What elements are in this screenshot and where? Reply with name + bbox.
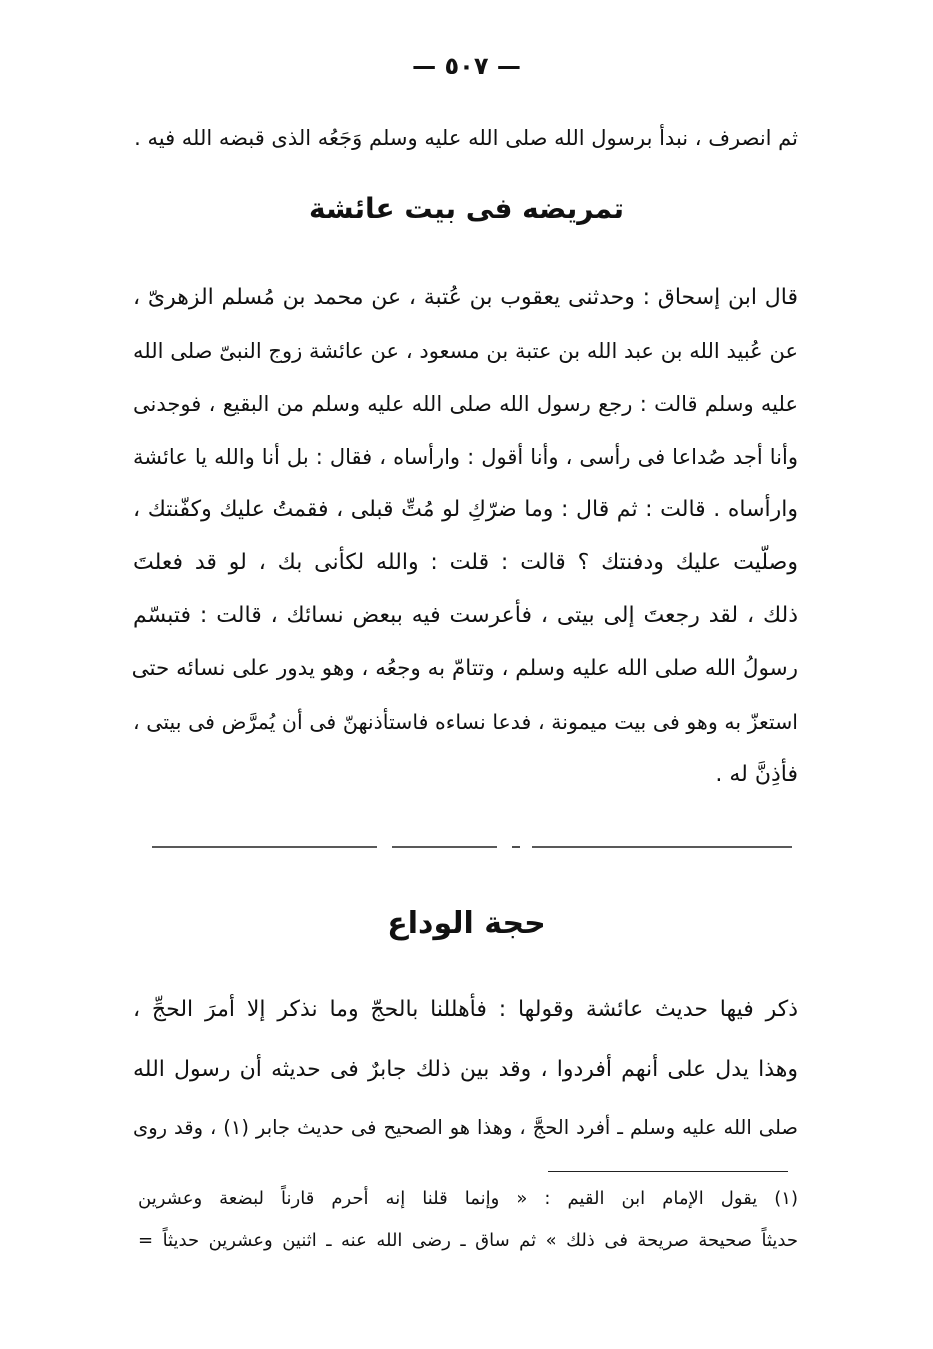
section-divider — [152, 845, 792, 849]
paragraph-line: عليه وسلم قالت : رجع رسول الله صلى الله عليه وسلم من البقيع ، فوجدنى — [133, 392, 798, 416]
paragraph-line: فأذِنَّ له . — [715, 762, 798, 787]
paragraph-line: وهذا يدل على أنهم أفردوا ، وقد بين ذلك جابرٌ فى حديثه أن رسول الله — [133, 1057, 798, 1082]
paragraph-line: وأنا أجد صُداعا فى رأسى ، وأنا أقول : وارأساه ، فقال : بل أنا والله يا عائشة — [133, 445, 798, 469]
footnote-rule — [548, 1171, 788, 1172]
paragraph-line: عن عُبيد الله بن عبد الله بن عتبة بن مسعود ، عن عائشة زوج النبىّ صلى الله — [133, 339, 798, 363]
paragraph-line: وصلّيت عليك ودفنتك ؟ قالت : قلت : والله لكأنى بك ، لو قد فعلتَ — [133, 550, 798, 575]
footnote-line: (١) يقول الإمام ابن القيم : « وإنما قلنا إنه أحرم قارناً لبضعة وعشرين — [138, 1188, 798, 1209]
page-number: — ٥٠٧ — — [412, 52, 521, 80]
paragraph-line: ذكر فيها حديث عائشة وقولها : فأهللنا بالحجّ وما نذكر إلا أمرَ الحجِّ ، — [133, 997, 798, 1022]
paragraph-line: ذلك ، لقد رجعتَ إلى بيتى ، فأعرست فيه ببعض نسائك ، قالت : فتبسّم — [133, 603, 798, 628]
opening-line: ثم انصرف ، نبدأ برسول الله صلى الله عليه وسلم وَجَعُه الذى قبضه الله فيه . — [134, 126, 798, 150]
section-heading-illness: تمريضه فى بيت عائشة — [309, 192, 624, 225]
paragraph-line: صلى الله عليه وسلم ـ أفرد الحجَّ ، وهذا هو الصحيح فى حديث جابر (١) ، وقد روى — [133, 1116, 798, 1139]
paragraph-line: رسولُ الله صلى الله عليه وسلم ، وتتامّ به وجعُه ، وهو يدور على نسائه حتى — [131, 656, 798, 681]
footnote-line: حديثاً صحيحة صريحة فى ذلك » ثم ساق ـ رضى الله عنه ـ اثنين وعشرين حديثاً = — [138, 1230, 798, 1251]
section-heading-farewell-pilgrimage: حجة الوداع — [387, 906, 546, 941]
paragraph-line: وارأساه . قالت : ثم قال : وما ضرّكِ لو مُتِّ قبلى ، فقمتُ عليك وكفّنتك ، — [133, 497, 798, 522]
paragraph-line: استعزّ به وهو فى بيت ميمونة ، فدعا نساءه فاستأذنهنّ فى أن يُمرَّض فى بيتى ، — [133, 710, 798, 734]
paragraph-line: قال ابن إسحاق : وحدثنى يعقوب بن عُتبة ، عن محمد بن مُسلم الزهرىّ ، — [133, 285, 798, 310]
